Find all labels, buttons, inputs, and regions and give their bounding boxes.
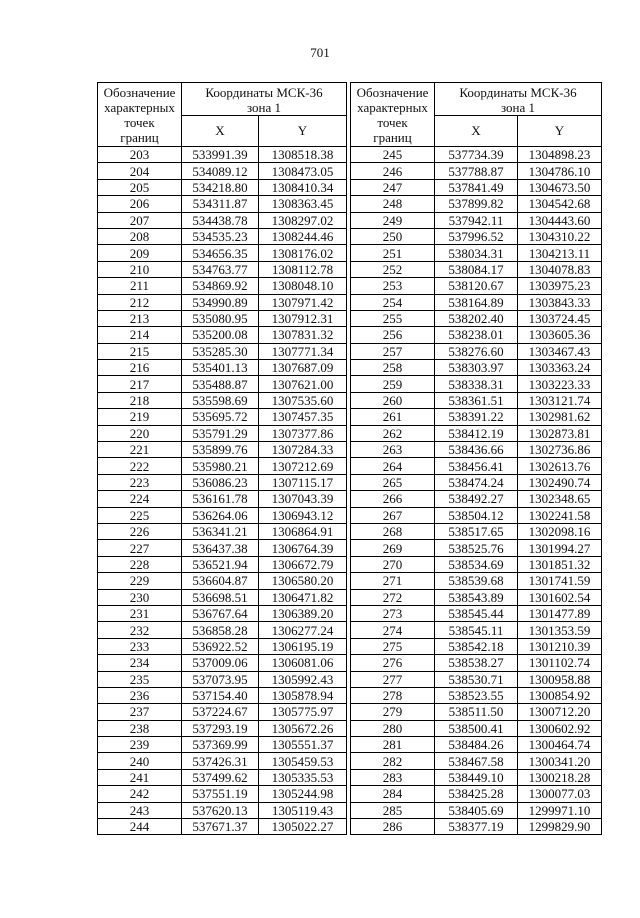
y-coordinate-cell: 1302873.81 [518, 425, 602, 441]
x-coordinate-cell: 538377.19 [435, 819, 518, 835]
x-coordinate-cell: 538500.41 [435, 720, 518, 736]
y-coordinate-cell: 1308244.46 [259, 228, 347, 244]
y-coordinate-cell: 1308363.45 [259, 196, 347, 212]
point-id-cell: 217 [98, 376, 182, 392]
y-coordinate-cell: 1307687.09 [259, 360, 347, 376]
point-id-cell: 257 [351, 343, 435, 359]
y-coordinate-cell: 1301477.89 [518, 605, 602, 621]
x-coordinate-cell: 538538.27 [435, 655, 518, 671]
point-id-cell: 222 [98, 458, 182, 474]
point-id-cell: 252 [351, 261, 435, 277]
y-coordinate-cell: 1305335.53 [259, 769, 347, 785]
x-coordinate-cell: 537073.95 [182, 671, 259, 687]
point-id-cell: 247 [351, 179, 435, 195]
x-coordinate-cell: 538517.65 [435, 523, 518, 539]
y-coordinate-cell: 1306389.20 [259, 605, 347, 621]
x-coordinate-cell: 537499.62 [182, 769, 259, 785]
point-id-cell: 249 [351, 212, 435, 228]
y-coordinate-cell: 1308112.78 [259, 261, 347, 277]
x-coordinate-cell: 538449.10 [435, 769, 518, 785]
point-id-cell: 235 [98, 671, 182, 687]
y-coordinate-cell: 1301353.59 [518, 622, 602, 638]
y-coordinate-cell: 1306277.24 [259, 622, 347, 638]
point-id-cell: 204 [98, 163, 182, 179]
x-coordinate-cell: 535401.13 [182, 360, 259, 376]
point-id-cell: 207 [98, 212, 182, 228]
x-coordinate-cell: 538436.66 [435, 442, 518, 458]
point-id-cell: 238 [98, 720, 182, 736]
x-header: X [182, 116, 259, 147]
point-id-cell: 216 [98, 360, 182, 376]
y-header: Y [259, 116, 347, 147]
point-id-cell: 269 [351, 540, 435, 556]
x-coordinate-cell: 537788.87 [435, 163, 518, 179]
x-coordinate-cell: 538084.17 [435, 261, 518, 277]
point-id-cell: 267 [351, 507, 435, 523]
y-coordinate-cell: 1302241.58 [518, 507, 602, 523]
x-coordinate-cell: 538545.44 [435, 605, 518, 621]
y-coordinate-cell: 1303121.74 [518, 392, 602, 408]
x-coordinate-cell: 538467.58 [435, 753, 518, 769]
y-coordinate-cell: 1304673.50 [518, 179, 602, 195]
x-coordinate-cell: 534869.92 [182, 278, 259, 294]
point-id-cell: 242 [98, 786, 182, 802]
point-id-cell: 276 [351, 655, 435, 671]
point-id-cell: 213 [98, 310, 182, 326]
x-coordinate-cell: 534438.78 [182, 212, 259, 228]
point-id-cell: 277 [351, 671, 435, 687]
y-coordinate-cell: 1300077.03 [518, 786, 602, 802]
x-coordinate-cell: 538238.01 [435, 327, 518, 343]
y-coordinate-cell: 1305992.43 [259, 671, 347, 687]
point-id-cell: 275 [351, 638, 435, 654]
x-coordinate-cell: 538456.41 [435, 458, 518, 474]
point-id-cell: 272 [351, 589, 435, 605]
y-coordinate-cell: 1301994.27 [518, 540, 602, 556]
point-id-cell: 273 [351, 605, 435, 621]
coordinates-group-header: Координаты МСК-36 зона 1 [435, 83, 602, 116]
x-coordinate-cell: 538523.55 [435, 687, 518, 703]
x-coordinate-cell: 538303.97 [435, 360, 518, 376]
point-id-cell: 243 [98, 802, 182, 818]
x-coordinate-cell: 537942.11 [435, 212, 518, 228]
x-coordinate-cell: 538338.31 [435, 376, 518, 392]
x-coordinate-cell: 538530.71 [435, 671, 518, 687]
x-coordinate-cell: 534656.35 [182, 245, 259, 261]
x-coordinate-cell: 533991.39 [182, 147, 259, 163]
x-coordinate-cell: 536922.52 [182, 638, 259, 654]
point-id-cell: 241 [98, 769, 182, 785]
point-id-cell: 254 [351, 294, 435, 310]
point-id-cell: 208 [98, 228, 182, 244]
point-id-cell: 280 [351, 720, 435, 736]
y-coordinate-cell: 1308518.38 [259, 147, 347, 163]
x-coordinate-cell: 535080.95 [182, 310, 259, 326]
point-id-cell: 214 [98, 327, 182, 343]
y-coordinate-cell: 1303843.33 [518, 294, 602, 310]
y-coordinate-cell: 1308410.34 [259, 179, 347, 195]
y-coordinate-cell: 1307535.60 [259, 392, 347, 408]
x-coordinate-cell: 536086.23 [182, 474, 259, 490]
point-id-cell: 219 [98, 409, 182, 425]
y-coordinate-cell: 1306672.79 [259, 556, 347, 572]
point-id-cell: 283 [351, 769, 435, 785]
x-coordinate-cell: 536698.51 [182, 589, 259, 605]
y-coordinate-cell: 1305775.97 [259, 704, 347, 720]
x-coordinate-cell: 538539.68 [435, 573, 518, 589]
y-coordinate-cell: 1307457.35 [259, 409, 347, 425]
point-id-cell: 255 [351, 310, 435, 326]
y-coordinate-cell: 1302490.74 [518, 474, 602, 490]
y-coordinate-cell: 1300958.88 [518, 671, 602, 687]
x-coordinate-cell: 538405.69 [435, 802, 518, 818]
point-id-cell: 224 [98, 491, 182, 507]
x-coordinate-cell: 537224.67 [182, 704, 259, 720]
point-id-cell: 258 [351, 360, 435, 376]
y-coordinate-cell: 1305672.26 [259, 720, 347, 736]
y-coordinate-cell: 1308176.02 [259, 245, 347, 261]
y-coordinate-cell: 1306195.19 [259, 638, 347, 654]
point-id-cell: 226 [98, 523, 182, 539]
point-id-cell: 212 [98, 294, 182, 310]
x-coordinate-cell: 534218.80 [182, 179, 259, 195]
point-id-cell: 279 [351, 704, 435, 720]
point-id-cell: 240 [98, 753, 182, 769]
y-coordinate-cell: 1300854.92 [518, 687, 602, 703]
y-coordinate-cell: 1306471.82 [259, 589, 347, 605]
x-coordinate-cell: 537841.49 [435, 179, 518, 195]
point-id-cell: 231 [98, 605, 182, 621]
y-coordinate-cell: 1304542.68 [518, 196, 602, 212]
y-coordinate-cell: 1305459.53 [259, 753, 347, 769]
y-coordinate-cell: 1306943.12 [259, 507, 347, 523]
point-id-cell: 285 [351, 802, 435, 818]
point-id-cell: 263 [351, 442, 435, 458]
x-coordinate-cell: 538525.76 [435, 540, 518, 556]
y-coordinate-cell: 1305878.94 [259, 687, 347, 703]
x-coordinate-cell: 538120.67 [435, 278, 518, 294]
point-id-cell: 282 [351, 753, 435, 769]
point-id-cell: 215 [98, 343, 182, 359]
point-id-cell: 236 [98, 687, 182, 703]
y-coordinate-cell: 1305022.27 [259, 819, 347, 835]
point-id-cell: 210 [98, 261, 182, 277]
y-coordinate-cell: 1306864.91 [259, 523, 347, 539]
y-coordinate-cell: 1302613.76 [518, 458, 602, 474]
x-coordinate-cell: 537899.82 [435, 196, 518, 212]
x-coordinate-cell: 538545.11 [435, 622, 518, 638]
x-coordinate-cell: 536341.21 [182, 523, 259, 539]
point-id-cell: 286 [351, 819, 435, 835]
y-coordinate-cell: 1305551.37 [259, 737, 347, 753]
x-coordinate-cell: 538361.51 [435, 392, 518, 408]
y-coordinate-cell: 1307831.32 [259, 327, 347, 343]
x-coordinate-cell: 534535.23 [182, 228, 259, 244]
x-coordinate-cell: 538492.27 [435, 491, 518, 507]
header-row-1 [98, 83, 602, 116]
y-coordinate-cell: 1307115.17 [259, 474, 347, 490]
point-id-cell: 284 [351, 786, 435, 802]
y-coordinate-cell: 1307043.39 [259, 491, 347, 507]
y-coordinate-cell: 1303724.45 [518, 310, 602, 326]
point-id-cell: 228 [98, 556, 182, 572]
y-coordinate-cell: 1306081.06 [259, 655, 347, 671]
y-coordinate-cell: 1301741.59 [518, 573, 602, 589]
x-coordinate-cell: 536264.06 [182, 507, 259, 523]
point-id-cell: 250 [351, 228, 435, 244]
y-coordinate-cell: 1307771.34 [259, 343, 347, 359]
x-coordinate-cell: 538276.60 [435, 343, 518, 359]
y-coordinate-cell: 1304078.83 [518, 261, 602, 277]
point-id-cell: 266 [351, 491, 435, 507]
point-designation-header: Обозначение характерных точек границ [351, 83, 435, 147]
point-id-cell: 256 [351, 327, 435, 343]
x-coordinate-cell: 534763.77 [182, 261, 259, 277]
point-id-cell: 209 [98, 245, 182, 261]
x-coordinate-cell: 537369.99 [182, 737, 259, 753]
x-coordinate-cell: 538504.12 [435, 507, 518, 523]
x-coordinate-cell: 535488.87 [182, 376, 259, 392]
point-id-cell: 248 [351, 196, 435, 212]
point-id-cell: 253 [351, 278, 435, 294]
y-coordinate-cell: 1301851.32 [518, 556, 602, 572]
x-coordinate-cell: 534311.87 [182, 196, 259, 212]
x-coordinate-cell: 537154.40 [182, 687, 259, 703]
y-coordinate-cell: 1299971.10 [518, 802, 602, 818]
y-coordinate-cell: 1306764.39 [259, 540, 347, 556]
point-id-cell: 206 [98, 196, 182, 212]
y-coordinate-cell: 1308297.02 [259, 212, 347, 228]
x-coordinate-cell: 537293.19 [182, 720, 259, 736]
coordinates-group-header: Координаты МСК-36 зона 1 [182, 83, 347, 116]
x-coordinate-cell: 536161.78 [182, 491, 259, 507]
coordinates-table [97, 82, 602, 835]
y-coordinate-cell: 1303467.43 [518, 343, 602, 359]
y-coordinate-cell: 1307212.69 [259, 458, 347, 474]
y-coordinate-cell: 1303223.33 [518, 376, 602, 392]
point-id-cell: 218 [98, 392, 182, 408]
point-id-cell: 230 [98, 589, 182, 605]
y-coordinate-cell: 1301102.74 [518, 655, 602, 671]
x-coordinate-cell: 535200.08 [182, 327, 259, 343]
point-id-cell: 211 [98, 278, 182, 294]
y-coordinate-cell: 1300712.20 [518, 704, 602, 720]
x-coordinate-cell: 538412.19 [435, 425, 518, 441]
point-id-cell: 220 [98, 425, 182, 441]
point-id-cell: 233 [98, 638, 182, 654]
y-coordinate-cell: 1302736.86 [518, 442, 602, 458]
x-coordinate-cell: 536521.94 [182, 556, 259, 572]
x-coordinate-cell: 536437.38 [182, 540, 259, 556]
y-coordinate-cell: 1308473.05 [259, 163, 347, 179]
point-id-cell: 262 [351, 425, 435, 441]
x-coordinate-cell: 535695.72 [182, 409, 259, 425]
point-id-cell: 246 [351, 163, 435, 179]
point-id-cell: 244 [98, 819, 182, 835]
y-coordinate-cell: 1304310.22 [518, 228, 602, 244]
y-coordinate-cell: 1302348.65 [518, 491, 602, 507]
x-coordinate-cell: 536858.28 [182, 622, 259, 638]
point-id-cell: 251 [351, 245, 435, 261]
point-id-cell: 205 [98, 179, 182, 195]
y-coordinate-cell: 1303363.24 [518, 360, 602, 376]
point-id-cell: 203 [98, 147, 182, 163]
x-coordinate-cell: 536767.64 [182, 605, 259, 621]
y-coordinate-cell: 1304443.60 [518, 212, 602, 228]
x-coordinate-cell: 535791.29 [182, 425, 259, 441]
point-id-cell: 227 [98, 540, 182, 556]
x-coordinate-cell: 538202.40 [435, 310, 518, 326]
point-id-cell: 260 [351, 392, 435, 408]
y-coordinate-cell: 1302981.62 [518, 409, 602, 425]
point-id-cell: 237 [98, 704, 182, 720]
point-id-cell: 271 [351, 573, 435, 589]
x-coordinate-cell: 537009.06 [182, 655, 259, 671]
y-coordinate-cell: 1302098.16 [518, 523, 602, 539]
y-coordinate-cell: 1304213.11 [518, 245, 602, 261]
point-id-cell: 225 [98, 507, 182, 523]
x-coordinate-cell: 534990.89 [182, 294, 259, 310]
y-coordinate-cell: 1303605.36 [518, 327, 602, 343]
y-coordinate-cell: 1307621.00 [259, 376, 347, 392]
y-coordinate-cell: 1304898.23 [518, 147, 602, 163]
y-coordinate-cell: 1300341.20 [518, 753, 602, 769]
x-coordinate-cell: 536604.87 [182, 573, 259, 589]
point-id-cell: 221 [98, 442, 182, 458]
x-coordinate-cell: 538543.89 [435, 589, 518, 605]
point-id-cell: 268 [351, 523, 435, 539]
x-coordinate-cell: 537426.31 [182, 753, 259, 769]
x-coordinate-cell: 538164.89 [435, 294, 518, 310]
x-coordinate-cell: 537996.52 [435, 228, 518, 244]
x-coordinate-cell: 538511.50 [435, 704, 518, 720]
y-coordinate-cell: 1301210.39 [518, 638, 602, 654]
point-id-cell: 265 [351, 474, 435, 490]
point-id-cell: 270 [351, 556, 435, 572]
point-id-cell: 264 [351, 458, 435, 474]
y-coordinate-cell: 1300602.92 [518, 720, 602, 736]
x-coordinate-cell: 537551.19 [182, 786, 259, 802]
point-id-cell: 239 [98, 737, 182, 753]
x-coordinate-cell: 538034.31 [435, 245, 518, 261]
y-coordinate-cell: 1308048.10 [259, 278, 347, 294]
y-header: Y [518, 116, 602, 147]
page-number: 701 [310, 45, 330, 60]
point-id-cell: 281 [351, 737, 435, 753]
y-coordinate-cell: 1306580.20 [259, 573, 347, 589]
point-id-cell: 223 [98, 474, 182, 490]
point-id-cell: 234 [98, 655, 182, 671]
y-coordinate-cell: 1300218.28 [518, 769, 602, 785]
x-coordinate-cell: 537734.39 [435, 147, 518, 163]
y-coordinate-cell: 1304786.10 [518, 163, 602, 179]
x-coordinate-cell: 535980.21 [182, 458, 259, 474]
point-id-cell: 259 [351, 376, 435, 392]
y-coordinate-cell: 1300464.74 [518, 737, 602, 753]
y-coordinate-cell: 1303975.23 [518, 278, 602, 294]
x-coordinate-cell: 535899.76 [182, 442, 259, 458]
x-coordinate-cell: 537671.37 [182, 819, 259, 835]
point-id-cell: 245 [351, 147, 435, 163]
point-id-cell: 261 [351, 409, 435, 425]
x-coordinate-cell: 537620.13 [182, 802, 259, 818]
y-coordinate-cell: 1307971.42 [259, 294, 347, 310]
x-coordinate-cell: 535598.69 [182, 392, 259, 408]
point-designation-header: Обозначение характерных точек границ [98, 83, 182, 147]
y-coordinate-cell: 1307377.86 [259, 425, 347, 441]
x-coordinate-cell: 538534.69 [435, 556, 518, 572]
x-coordinate-cell: 538425.28 [435, 786, 518, 802]
x-coordinate-cell: 534089.12 [182, 163, 259, 179]
point-id-cell: 232 [98, 622, 182, 638]
y-coordinate-cell: 1305244.98 [259, 786, 347, 802]
x-coordinate-cell: 538474.24 [435, 474, 518, 490]
y-coordinate-cell: 1305119.43 [259, 802, 347, 818]
point-id-cell: 229 [98, 573, 182, 589]
x-coordinate-cell: 538391.22 [435, 409, 518, 425]
y-coordinate-cell: 1307284.33 [259, 442, 347, 458]
x-coordinate-cell: 538542.18 [435, 638, 518, 654]
y-coordinate-cell: 1307912.31 [259, 310, 347, 326]
x-coordinate-cell: 538484.26 [435, 737, 518, 753]
y-coordinate-cell: 1301602.54 [518, 589, 602, 605]
point-id-cell: 278 [351, 687, 435, 703]
y-coordinate-cell: 1299829.90 [518, 819, 602, 835]
x-coordinate-cell: 535285.30 [182, 343, 259, 359]
point-id-cell: 274 [351, 622, 435, 638]
x-header: X [435, 116, 518, 147]
